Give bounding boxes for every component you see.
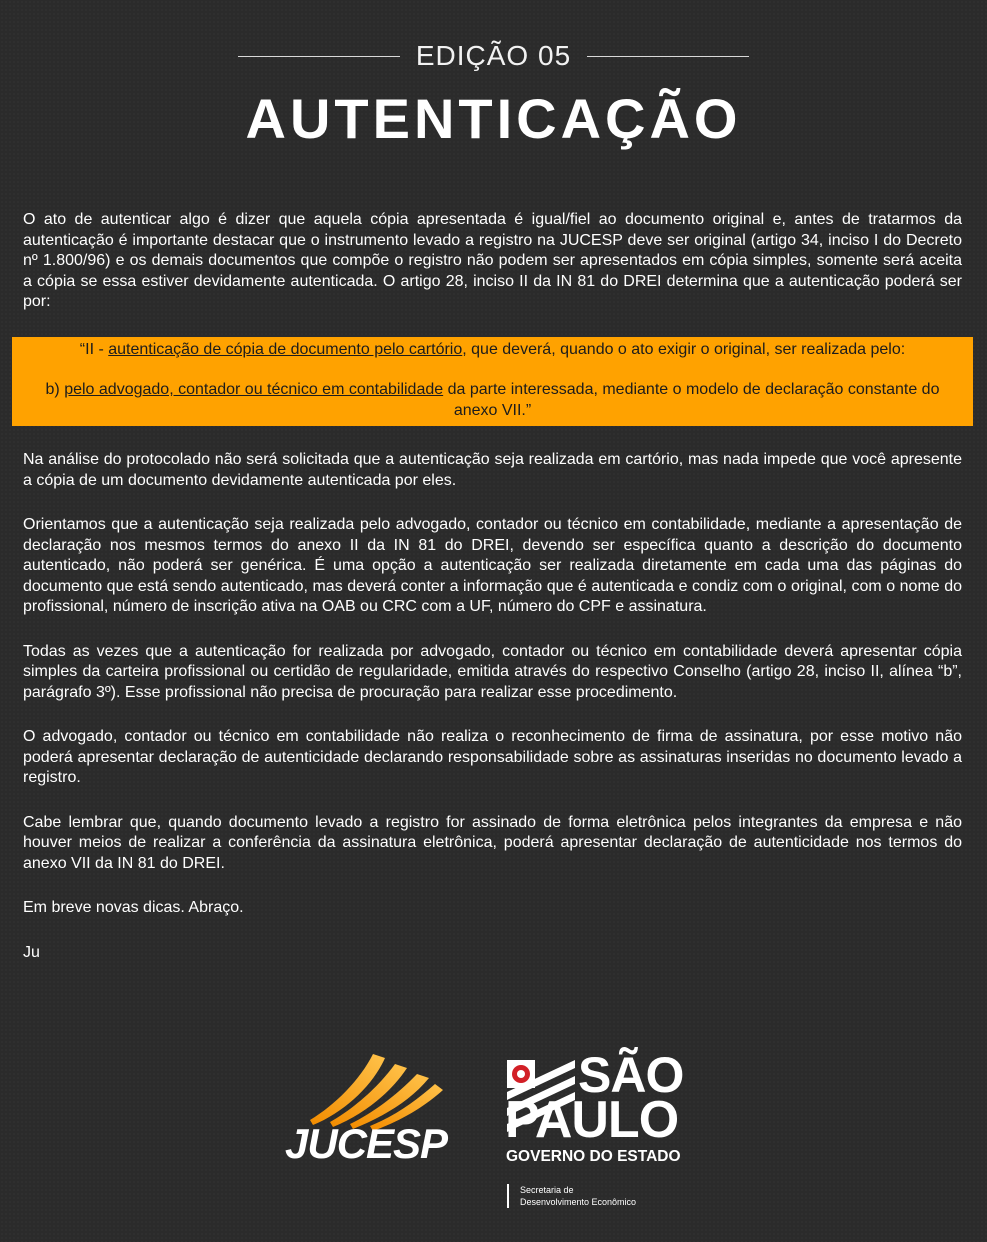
edition-row xyxy=(0,40,987,72)
paragraph-todas-as-vezes: Todas as vezes que a autenticação for realizada por advogado, contador ou técnico em contabilidade deverá apresentar cópia simples da carteira profissional ou certidão de regularidade, emitida através do respectivo Conselho (artigo 28, inciso II, alínea “b”, parágrafo 3º). Esse profissional não precisa de procuração para realizar esse procedimento. xyxy=(23,642,962,701)
secretaria-line-1: Secretaria de xyxy=(520,1185,574,1195)
highlighted-quote xyxy=(12,337,973,427)
edition-rule-right xyxy=(587,56,749,57)
jucesp-logo-text: JUCESP xyxy=(285,1120,448,1167)
edition-rule-left xyxy=(238,56,400,57)
paragraph-analise: Na análise do protocolado não será solicitada que a autenticação seja realizada em cartório, mas nada impede que você apresente a cópia de um documento devidamente autenticada por eles. xyxy=(23,451,962,489)
governo-do-estado-text: GOVERNO DO ESTADO xyxy=(506,1148,681,1165)
quote-line-1-suffix: , que deverá, quando o ato exigir o original, ser realizada pelo: xyxy=(462,340,906,358)
quote-link-advogado[interactable]: pelo advogado, contador ou técnico em contabilidade xyxy=(64,381,444,398)
paragraph-assinatura-eletronica: Cabe lembrar que, quando documento levado a registro for assinado de forma eletrônica pelos integrantes da empresa e não houver meios de realizar a conferência da assinatura eletrônica, poderá apresentar declaração de autenticidade nos termos do anexo VII da IN 81 do DREI. xyxy=(23,813,962,872)
sao-text: SÃO xyxy=(578,1047,684,1103)
article-body xyxy=(23,210,962,987)
page-title: AUTENTICAÇÃO xyxy=(245,87,742,150)
signature: Ju xyxy=(23,943,40,961)
paragraph-reconhecimento: O advogado, contador ou técnico em contabilidade não realiza o reconhecimento de firma de assinatura, por esse motivo não poderá apresentar declaração de autenticidade declarando responsabilidade sobre as assinaturas inseridas no documento levado a registro. xyxy=(23,728,962,786)
page-header xyxy=(0,40,987,151)
footer-logos xyxy=(0,1047,987,1220)
edition-label: EDIÇÃO 05 xyxy=(415,40,572,71)
quote-line-2-suffix: da parte interessada, mediante o modelo de declaração constante do anexo VII.” xyxy=(443,381,940,419)
secretaria-text xyxy=(507,1184,636,1208)
secretaria-line-2: Desenvolvimento Econômico xyxy=(520,1197,637,1207)
quote-line-2 xyxy=(42,380,943,421)
paragraph-intro: O ato de autenticar algo é dizer que aquela cópia apresentada é igual/fiel ao documento original e, antes de tratarmos da autenticação é importante destacar que o instrumento levado a registro na JUCESP deve ser original (artigo 34, inciso I do Decreto nº 1.800/96) e os demais documentos que compõe o registro não podem ser apresentados em cópia simples, somente será aceita a cópia se essa estiver devidamente autenticada. O artigo 28, inciso II da IN 81 do DREI determina que a autenticação poderá ser por: xyxy=(23,211,962,310)
paragraph-closing: Em breve novas dicas. Abraço. xyxy=(23,899,244,916)
quote-line-1-prefix: “II - xyxy=(79,340,109,358)
quote-line-1 xyxy=(42,340,943,361)
paulo-text: PAULO xyxy=(505,1091,679,1149)
quote-line-2-prefix: b) xyxy=(45,381,65,398)
paragraph-orientamos: Orientamos que a autenticação seja realizada pelo advogado, contador ou técnico em contabilidade, mediante a apresentação de declaração nos mesmos termos do anexo II da IN 81 do DREI, devendo ser específica quanto a descrição do documento autenticado, não poderá ser genérica. É uma opção a autenticação ser realizada diretamente em cada uma das páginas do documento que está sendo autenticado, mas deverá conter a informação que é autenticada e condiz com o original, com o nome do profissional, número de inscrição ativa na OAB ou CRC com a UF, número do CPF e assinatura. xyxy=(23,516,962,615)
quote-link-cartorio[interactable]: autenticação de cópia de documento pelo cartório xyxy=(108,340,463,358)
